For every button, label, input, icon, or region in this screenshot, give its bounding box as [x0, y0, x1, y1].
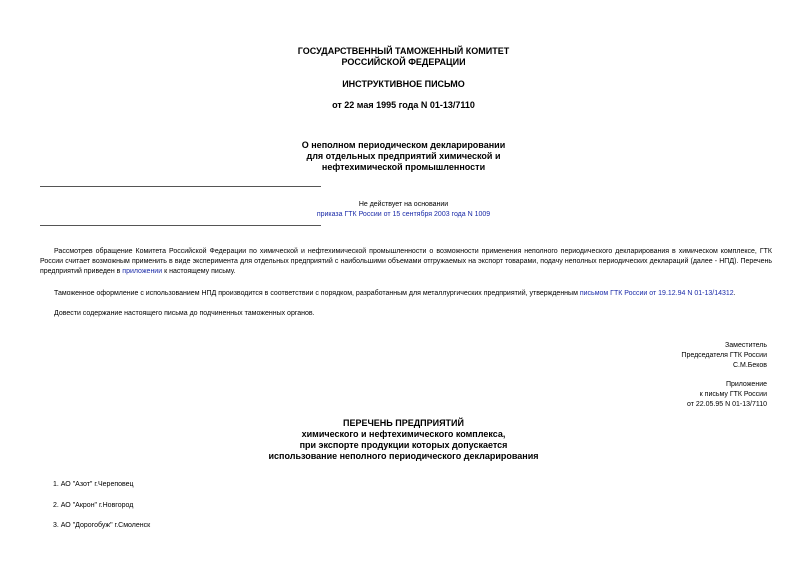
status-text: Не действует на основании [358, 201, 449, 208]
subject-line1: О неполном периодическом декларировании [301, 140, 506, 150]
body-p2-tail: . [733, 290, 736, 297]
org-name-line2: РОССИЙСКОЙ ФЕДЕРАЦИИ [341, 57, 466, 67]
body-paragraph-2 [40, 289, 772, 299]
signature-title: Заместитель [725, 342, 767, 349]
list-title-line1: ПЕРЕЧЕНЬ ПРЕДПРИЯТИЙ [342, 418, 464, 428]
divider-bottom [40, 225, 321, 226]
body-paragraph-3: Довести содержание настоящего письма до подчиненных таможенных органов. [54, 310, 315, 317]
subject-line2: для отдельных предприятий химической и [306, 151, 501, 161]
status-line [0, 210, 807, 219]
status-link[interactable]: приказа ГТК России от 15 сентября 2003 года N 1009 [316, 211, 491, 218]
document-type: ИНСТРУКТИВНОЕ ПИСЬМО [342, 79, 465, 89]
body-paragraph-1 [40, 247, 772, 277]
list-item: 2. АО "Акрон" г.Новгород [53, 502, 134, 509]
document-date: от 22 мая 1995 года N 01-13/7110 [332, 100, 475, 110]
list-title-line2: химического и нефтехимического комплекса, [301, 429, 506, 439]
signature-name: С.М.Беков [732, 362, 767, 369]
appendix-link[interactable]: приложении [122, 268, 163, 275]
appendix-label: Приложение [725, 381, 767, 388]
list-title-line4: использование неполного периодического декларирования [268, 451, 539, 461]
appendix-reference: к письму ГТК России [699, 391, 767, 398]
letter-link[interactable]: письмом ГТК России от 19.12.94 N 01-13/14312 [579, 290, 734, 297]
list-item: 1. АО "Азот" г.Череповец [53, 481, 134, 488]
body-p1-text: Рассмотрев обращение Комитета Российской Федерации по химической и нефтехимической промышленности о возможности применения неполного периодического декларирования в химическом комплексе, ГТК России считает возможным применить в виде эксперимента для отдельных предприятий с наибольшими объемами отгружаемых на экспорт товарами, подачу неполных периодических деклараций (далее - НПД). Перечень предприятий приведен в [40, 248, 772, 275]
org-name-line1: ГОСУДАРСТВЕННЫЙ ТАМОЖЕННЫЙ КОМИТЕТ [297, 46, 510, 56]
body-p2-text: Таможенное оформление с использованием НПД производится в соответствии с порядком, разработанным для металлургических предприятий, утвержденным [54, 290, 580, 297]
body-p1-tail: к настоящему письму. [162, 268, 236, 275]
signature-position: Председателя ГТК России [681, 352, 767, 359]
list-item: 3. АО "Дорогобуж" г.Смоленск [53, 522, 151, 529]
subject-line3: нефтехимической промышленности [321, 162, 486, 172]
list-title-line3: при экспорте продукции которых допускается [299, 440, 508, 450]
divider-top [40, 186, 321, 187]
appendix-date: от 22.05.95 N 01-13/7110 [687, 401, 767, 408]
